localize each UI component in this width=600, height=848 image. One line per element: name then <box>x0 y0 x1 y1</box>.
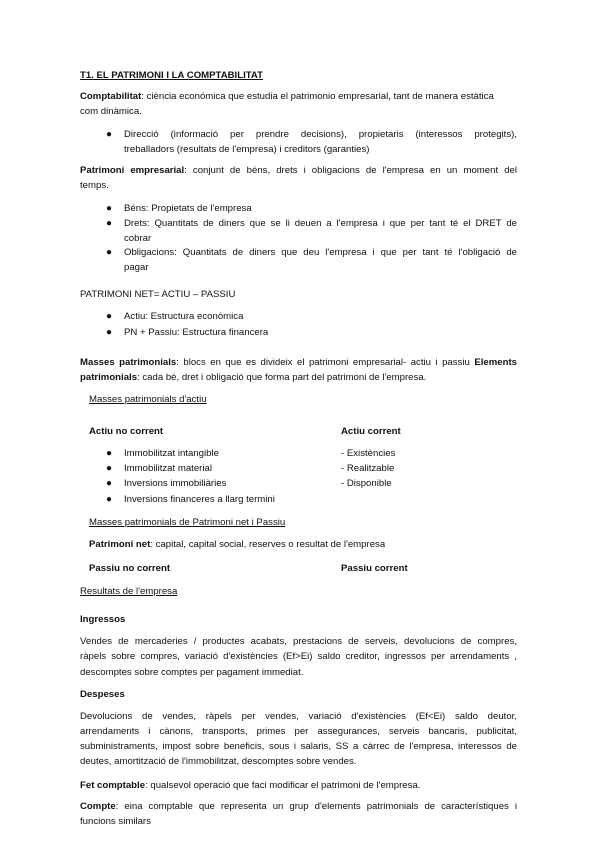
list-item-continued: cobrar <box>124 233 152 244</box>
actiu-heading: Masses patrimonials d'actiu <box>89 394 207 405</box>
bullet-icon: ● <box>106 327 113 338</box>
passiu-corrent-header: Passiu corrent <box>341 563 408 574</box>
list-item: - Existències <box>341 448 396 459</box>
list-item: Obligacions: Quantitats de diners que deu l'empresa i que per tant té l'obligació de <box>124 247 517 258</box>
fet-comptable-text: : qualsevol operació que faci modificar el patrimoni de l'empresa. <box>145 780 421 791</box>
masses-definition <box>80 355 517 370</box>
ingressos-line: descomptes sobre comptes per pagament immediat. <box>80 667 304 678</box>
compte-definition <box>80 799 517 814</box>
compte-text-2: funcions similars <box>80 816 151 827</box>
despeses-line: arrendaments i cànons, transports, primes per assegurances, serveis bancaris, publicitat, <box>80 726 517 737</box>
bullet-icon: ● <box>106 218 113 229</box>
bullet-icon: ● <box>106 463 113 474</box>
fet-comptable-term: Fet comptable <box>80 780 146 791</box>
bullet-icon: ● <box>106 203 113 214</box>
ingressos-line: Vendes de mercaderies / productes acabats, prestacions de serveis, devolucions de compres, <box>80 636 517 647</box>
comptabilitat-bullet-line-1: Direcció (informació per prendre decisions), propietaris (interessos protegits), <box>124 129 517 140</box>
bullet-icon: ● <box>106 494 113 505</box>
elements-definition <box>80 370 426 385</box>
page-title: T1. EL PATRIMONI I LA COMPTABILITAT <box>80 70 263 81</box>
ingressos-title: Ingressos <box>80 614 126 625</box>
list-item: Drets: Quantitats de diners que se li deuen a l'empresa i que per tant té el DRET de <box>124 218 517 229</box>
compte-term: Compte <box>80 801 116 812</box>
despeses-line: Devolucions de vendes, ràpels per vendes, variació d'existències (Ef<Ei) saldo deutor, <box>80 711 517 722</box>
bullet-icon: ● <box>106 129 113 140</box>
list-item: Immobilitzat material <box>124 463 212 474</box>
elements-text: : cada bé, dret i obligació que forma part del patrimoni de l'empresa. <box>137 372 427 383</box>
list-item: Inversions immobiliàries <box>124 478 227 489</box>
list-item: - Disponible <box>341 478 392 489</box>
comptabilitat-text-2: com dinàmica. <box>80 106 142 117</box>
compte-text: : eina comptable que representa un grup d'elements patrimonials de característiques i <box>115 801 517 812</box>
actiu-no-corrent-header: Actiu no corrent <box>89 426 164 437</box>
patrimoni-definition <box>80 163 517 178</box>
despeses-title: Despeses <box>80 689 125 700</box>
despeses-line: subministraments, impost sobre beneficis, sous i salaris, SS a càrrec de l'empresa, interessos de <box>80 741 517 752</box>
despeses-line: deutes, amortització de l'immobilitzat, descomptes sobre vendes. <box>80 756 357 767</box>
actiu-corrent-header: Actiu corrent <box>341 426 401 437</box>
patrimoni-net-formula: PATRIMONI NET= ACTIU – PASSIU <box>80 289 236 300</box>
elements-term: Elements <box>474 357 517 368</box>
comptabilitat-bullet-line-2: treballadors (resultats de l'empresa) i creditors (garanties) <box>124 144 370 155</box>
bullet-icon: ● <box>106 311 113 322</box>
patrimoni-net-text: : capital, capital social, reserves o resultat de l'empresa <box>150 539 386 550</box>
comptabilitat-text: : ciència económica que estudia el patrimonio empresarial, tant de manera estàtica <box>141 91 494 102</box>
passiu-no-corrent-header: Passiu no corrent <box>89 563 171 574</box>
patrimoni-term: Patrimoni empresarial <box>80 165 185 176</box>
comptabilitat-definition <box>80 89 494 104</box>
bullet-icon: ● <box>106 448 113 459</box>
patrimoni-text: : conjunt de béns, drets i obligacions de l'empresa en un moment del <box>184 165 517 176</box>
list-item: - Realitzable <box>341 463 395 474</box>
bullet-icon: ● <box>106 247 113 258</box>
list-item: Immobilitzat intangible <box>124 448 219 459</box>
passiu-heading: Masses patrimonials de Patrimoni net i Passiu <box>89 517 286 528</box>
elements-term-2: patrimonials <box>80 372 138 383</box>
patrimoni-net-definition <box>89 537 385 552</box>
masses-term: Masses patrimonials <box>80 357 177 368</box>
list-item-continued: pagar <box>124 262 149 273</box>
comptabilitat-term: Comptabilitat <box>80 91 142 102</box>
list-item: Inversions financeres a llarg termini <box>124 494 275 505</box>
list-item: Béns: Propietats de l'empresa <box>124 203 252 214</box>
bullet-icon: ● <box>106 478 113 489</box>
patrimoni-net-term: Patrimoni net <box>89 539 151 550</box>
resultats-heading: Resultats de l'empresa <box>80 586 178 597</box>
fet-comptable-definition <box>80 778 420 793</box>
masses-text: : blocs en que es divideix el patrimoni empresarial- actiu i passiu <box>176 357 470 368</box>
patrimoni-text-2: temps. <box>80 180 109 191</box>
list-item: Actiu: Estructura econòmica <box>124 311 244 322</box>
list-item: PN + Passiu: Estructura financera <box>124 327 269 338</box>
ingressos-line: ràpels sobre compres, variació d'existències (Ef>Ei) saldo creditor, ingressos per arrendaments , <box>80 651 517 662</box>
